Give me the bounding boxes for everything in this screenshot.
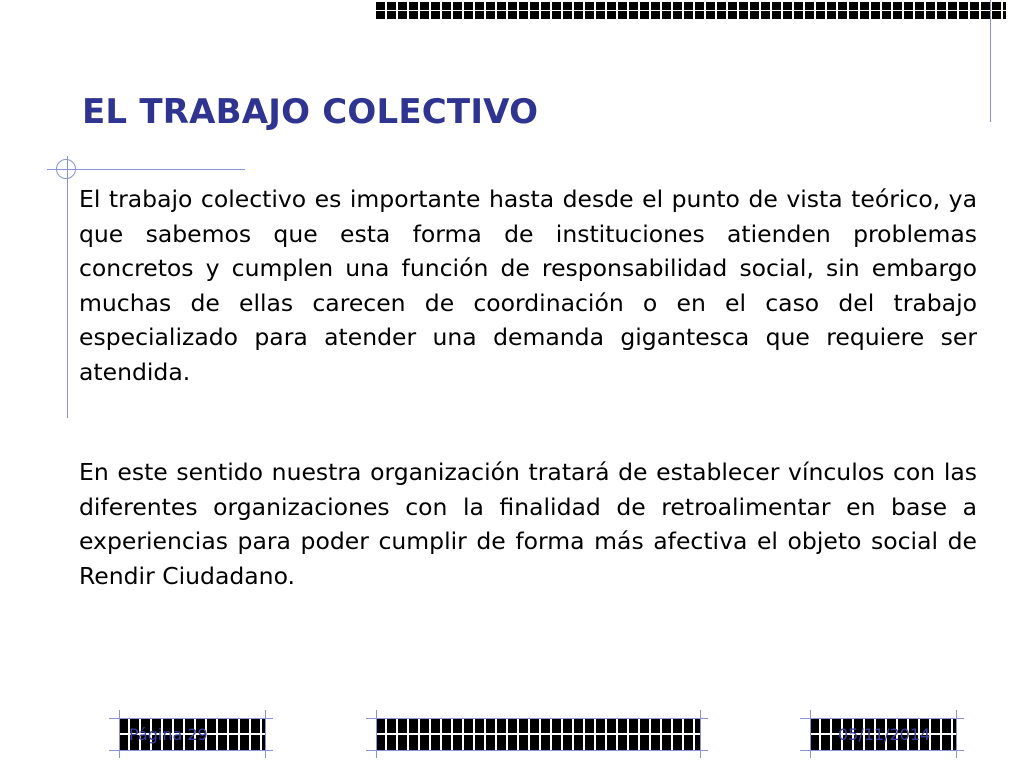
body-paragraph-2: En este sentido nuestra organización tratará de establecer vínculos con las diferentes organizaciones con la finalidad de retroalimentar en base a experiencias para poder cumplir de forma más afectiva el objeto social de Rendir Ciudadano. [79,458,977,590]
page-number-label: Página 29 [129,725,208,744]
footer-page-hline [109,718,273,719]
body-paragraph-1: El trabajo colectivo es importante hasta desde el punto de vista teórico, ya que sabemos que esta forma de instituciones atienden problemas concretos y cumplen una función de responsabilidad social, sin embargo muchas de ellas carecen de coordinación o en el caso del trabajo especializado para atender una demanda gigantesca que requiere ser atendida. [79,185,977,386]
footer-center-vline-right [700,710,701,758]
footer-center-checker [376,718,700,750]
footer-page-hline-bottom [109,750,273,751]
footer-center-hline-bottom [366,750,708,751]
top-checker-bar [376,2,1006,19]
slide-title: EL TRABAJO COLECTIVO [82,92,539,132]
date-label: 05/11/2014 [838,725,931,744]
accent-circle [56,159,76,179]
left-accent-line [67,156,68,418]
footer-page-vline-right [265,710,266,758]
footer-date-vline-left [810,710,811,758]
footer-center-vline-left [376,710,377,758]
footer-date-hline [800,718,964,719]
footer-date-hline-bottom [800,750,964,751]
title-underline-accent [47,169,245,170]
right-accent-line [990,0,991,122]
footer-page-vline-left [119,710,120,758]
footer-center-hline [366,718,708,719]
footer-date-vline-right [956,710,957,758]
